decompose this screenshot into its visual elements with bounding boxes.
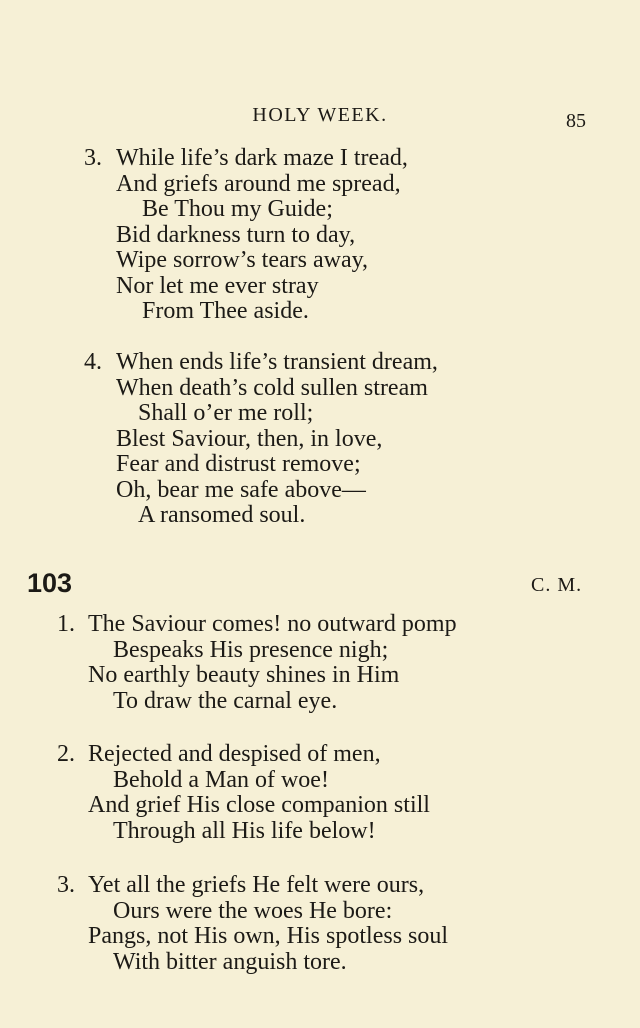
verse-line: Blest Saviour, then, in love, — [116, 425, 383, 452]
verse-line: Ours were the woes He bore: — [113, 897, 393, 924]
verse-line: Wipe sorrow’s tears away, — [116, 247, 369, 273]
verse-text: Yet all the griefs He felt were ours, — [88, 872, 425, 898]
verse-line: Fear and distrust remove; — [116, 451, 361, 477]
verse-line — [57, 611, 457, 638]
verse-line: And grief His close companion still — [88, 792, 430, 818]
verse-line: When death’s cold sullen stream — [116, 374, 428, 401]
stanza-3-prev-hymn — [84, 145, 408, 325]
verse-line: A ransomed soul. — [138, 502, 306, 528]
verse-line: Oh, bear me safe above— — [116, 476, 366, 503]
running-head: HOLY WEEK. — [252, 104, 388, 126]
stanza-4-prev-hymn — [84, 349, 438, 529]
stanza-number: 2. — [57, 741, 75, 767]
stanza-2 — [57, 741, 430, 844]
verse-text: The Saviour comes! no outward pomp — [88, 611, 457, 637]
verse-line — [84, 145, 408, 172]
stanza-number: 4. — [84, 349, 102, 375]
stanza-1 — [57, 611, 457, 714]
hymn-meter: C. M. — [531, 574, 583, 596]
verse-line: Pangs, not His own, His spotless soul — [88, 923, 449, 949]
stanza-number: 3. — [57, 872, 75, 898]
verse-line: And griefs around me spread, — [116, 170, 401, 197]
hymn-number: 103 — [27, 568, 73, 598]
verse-line — [57, 872, 448, 899]
verse-line: Behold a Man of woe! — [113, 766, 329, 793]
verse-line: Shall o’er me roll; — [138, 400, 314, 426]
verse-line — [57, 741, 430, 768]
page-number: 85 — [566, 110, 586, 132]
stanza-number: 3. — [84, 145, 102, 171]
verse-line: Be Thou my Guide; — [142, 196, 333, 222]
stanza-number: 1. — [57, 611, 75, 637]
verse-text: Rejected and despised of men, — [88, 741, 381, 767]
verse-line: No earthly beauty shines in Him — [88, 662, 400, 688]
verse-line: To draw the carnal eye. — [113, 687, 338, 714]
stanza-3 — [57, 872, 449, 975]
verse-line: Bespeaks His presence nigh; — [113, 636, 389, 663]
verse-line: With bitter anguish tore. — [113, 948, 347, 975]
verse-line: Nor let me ever stray — [116, 272, 319, 299]
verse-text: While life’s dark maze I tread, — [116, 145, 408, 171]
verse-line: From Thee aside. — [142, 298, 309, 324]
verse-line: Bid darkness turn to day, — [116, 221, 356, 248]
verse-text: When ends life’s transient dream, — [116, 349, 438, 375]
verse-line: Through all His life below! — [113, 817, 376, 844]
verse-line — [84, 349, 438, 376]
